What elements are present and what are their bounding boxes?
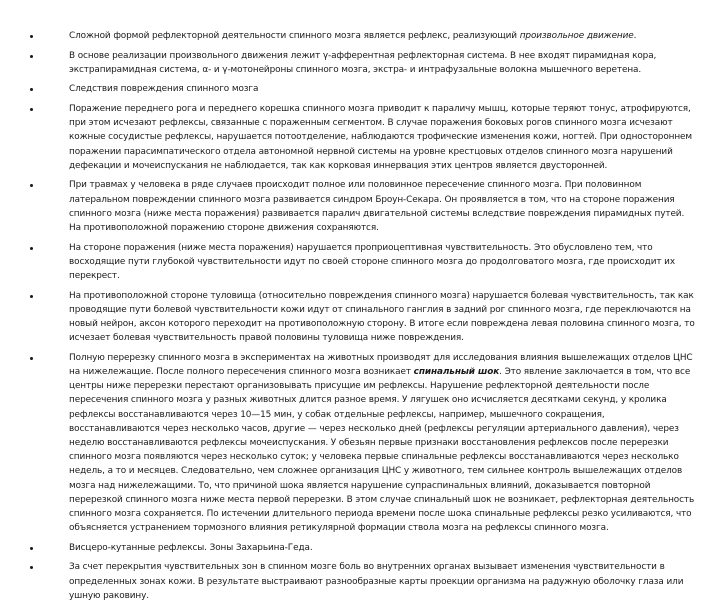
list-item: [30, 289, 698, 346]
item-text: При травмах у человека в ряде случаев происходит полное или половинное пересечение спинного мозга. При половинном латеральном повреждении спинного мозга развивается синдром Броун-Секара. Он проявляется в том, что на стороне поражения спинного мозга (ниже места поражения) развивается паралич двигательной системы вследствие повреждения пирамидных путей. На противоположной поражению стороне движения сохраняются.: [69, 180, 685, 233]
list-item: [30, 178, 698, 235]
item-text: За счет перекрытия чувствительных зон в спинном мозге боль во внутренних органах вызывает изменения чувствительности в определенных зонах кожи. В результате выстраивают разнообразные карты проекции организма на радужную оболочку глаза или ушную раковину.: [69, 562, 684, 601]
item-text: На противоположной стороне туловища (относительно повреждения спинного мозга) нарушается болевая чувствительность, так как проводящие пути болевой чувствительности кожи идут от спинального ганглия в задний рог спинного мозга, где переключаются на новый нейрон, аксон которого переходит на противоположную сторону. В итоге если повреждена левая половина спинного мозга, то исчезает болевая чувствительность правой половины туловища ниже повреждения.: [69, 290, 695, 344]
bullet-dot-icon: [30, 295, 33, 298]
bullet-dot-icon: [30, 566, 33, 569]
bullet-dot-icon: [30, 88, 33, 91]
item-text: Поражение переднего рога и переднего корешка спинного мозга приводит к параличу мышц, которые теряют тонус, атрофируются, при этом исчезают рефлексы, связанные с пораженным сегментом. В случае поражения боковых рогов спинного мозга исчезают кожные сосудистые рефлексы, нарушается потоотделение, наблюдаются трофические изменения кожи, ногтей. При одностороннем поражении парасимпатического отдела автономной нервной системы на уровне крестцовых отделов спинного мозга нарушений дефекации и мочеиспускания не наблюдается, так как корковая иннервация этих центров является двусторонней.: [69, 103, 693, 171]
item-text: Полную перерезку спинного мозга в экспериментах на животных производят для исследования влияния вышележащих отделов ЦНС на нижележащие. После полного пересечения спинного мозга возникает: [69, 352, 693, 377]
item-text: На стороне поражения (ниже места поражения) нарушается проприоцептивная чувствительность. Это обусловлено тем, что восходящие пути глубокой чувствительности идут по своей стороне спинного мозга до продолговатого мозга, где происходит их перекрест.: [69, 242, 675, 281]
list-item: [30, 29, 698, 43]
emphasized-term: произвольное движение: [519, 31, 634, 41]
bullet-dot-icon: [30, 247, 33, 250]
item-text: Висцеро-кутанные рефлексы. Зоны Захарьина-Геда.: [69, 542, 313, 553]
list-item: [30, 102, 698, 173]
list-item: [30, 541, 698, 555]
list-item: [30, 241, 698, 284]
item-text: В основе реализации произвольного движения лежит γ-афферентная рефлекторная система. В нее входят пирамидная кора, экстрапирамидная система, α- и γ-мотонейроны спинного мозга, экстра- и интрафузальные волокна мышечного веретена.: [69, 50, 657, 75]
list-item: [30, 82, 698, 96]
item-text: Следствия повреждения спинного мозга: [69, 84, 259, 95]
list-item: [30, 560, 698, 603]
list-item: [30, 351, 698, 536]
bullet-dot-icon: [30, 547, 33, 550]
bullet-dot-icon: [30, 108, 33, 111]
item-text: Сложной формой рефлекторной деятельности спинного мозга является рефлекс, реализующий: [69, 31, 520, 41]
bullet-dot-icon: [30, 55, 33, 58]
item-text: . Это явление заключается в том, что все центры ниже перерезки перестают организовывать присущие им рефлексы. Нарушение рефлекторной деятельности после пересечения спинного мозга у разных животных длится разное время. У лягушек оно исчисляется десятками секунд, у кролика рефлексы восстанавливаются через 10—15 мин, у собак отдельные рефлексы, например, мышечного сокращения, восстанавливаются через несколько часов, другие — через несколько дней (рефлексы регуляции артериального давления), через неделю восстанавливаются рефлексы мочеиспускания. У обезьян первые признаки восстановления рефлексов после перерезки спинного мозга появляются через несколько суток; у человека первые спинальные рефлексы восстанавливаются через несколько недель, а то и месяцев. Следовательно, чем сложнее организация ЦНС у животного, тем сильнее контроль вышележащих отделов мозга над нижележащими. То, что причиной шока является нарушение супраспинальных влияний, доказывается повторной перерезкой спинного мозга ниже места первой перерезки. В этом случае спинальный шок не возникает, рефлекторная деятельность спинного мозга сохраняется. По истечении длительного периода времени после шока спинальные рефлексы резко усиливаются, что объясняется устранением тормозного влияния ретикулярной формации ствола мозга на рефлексы спинного мозга.: [69, 367, 695, 534]
item-text: .: [633, 31, 637, 41]
bullet-dot-icon: [30, 184, 33, 187]
bullet-list: [30, 29, 698, 603]
emphasized-term: спинальный шок: [413, 367, 500, 377]
list-item: [30, 49, 698, 77]
bullet-dot-icon: [30, 35, 33, 38]
bullet-dot-icon: [30, 357, 33, 360]
